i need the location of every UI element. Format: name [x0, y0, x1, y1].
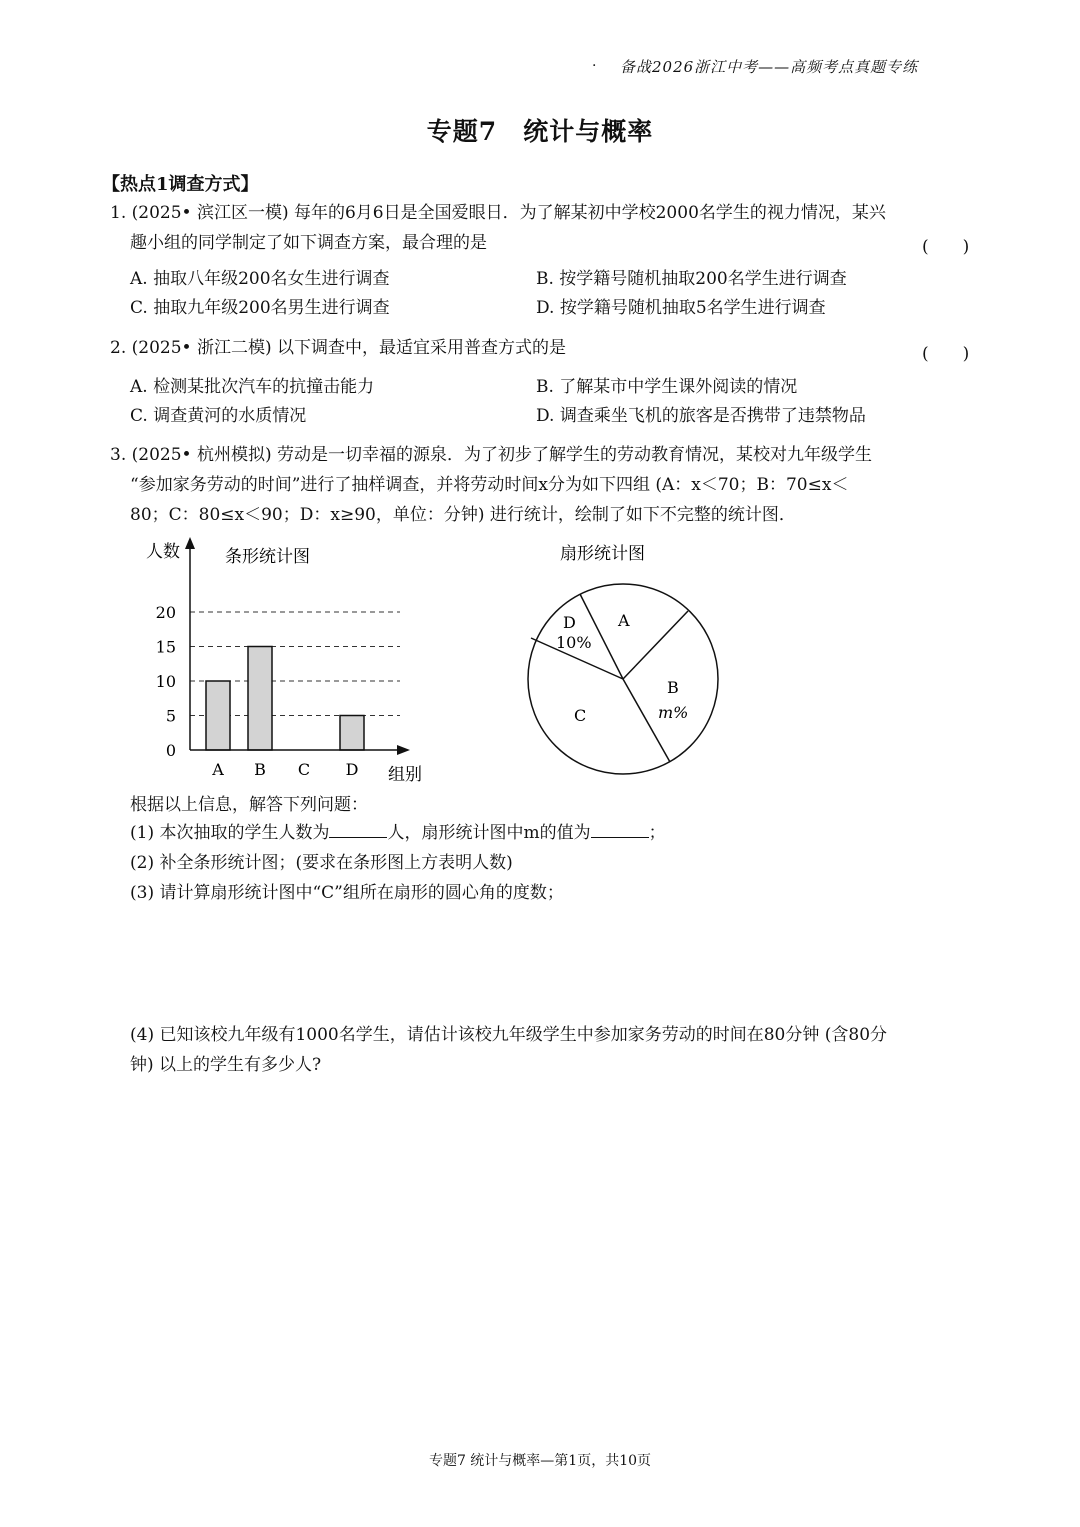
pie-divider-a-b — [623, 611, 688, 679]
q1-answer-paren: ( ) — [922, 237, 970, 257]
pie-slice-value-b: m% — [658, 703, 689, 722]
bar-ytick-label-0: 0 — [165, 741, 176, 760]
q3-intro: 根据以上信息，解答下列问题： — [130, 795, 368, 815]
q3-stem-line2: “参加家务劳动的时间”进行了抽样调查，并将劳动时间x分为如下四组 (A：x＜70；B：70≤x＜ — [130, 475, 849, 495]
bar-d — [340, 716, 364, 751]
q1-option-b: B. 按学籍号随机抽取200名学生进行调查 — [536, 269, 847, 289]
pie-slice-label-b: B — [667, 678, 679, 697]
q1-option-d: D. 按学籍号随机抽取5名学生进行调查 — [536, 298, 826, 318]
q3-sub1-blank-m[interactable] — [591, 819, 649, 838]
series-header: 备战2026浙江中考——高频考点真题专练 — [620, 58, 919, 76]
q3-sub1-text-c: ； — [648, 823, 666, 843]
q2-answer-paren: ( ) — [922, 344, 970, 364]
bar-xtick-label-a: A — [212, 760, 224, 779]
q3-stem-line1: 3. (2025• 杭州模拟) 劳动是一切幸福的源泉．为了初步了解学生的劳动教育情况，某校对九年级学生 — [110, 445, 872, 465]
q3-sub1-blank-count[interactable] — [329, 819, 387, 838]
q1-stem-line1: 1. (2025• 滨江区一模) 每年的6月6日是全国爱眼日．为了解某初中学校2000名学生的视力情况，某兴 — [110, 203, 886, 223]
q2-option-b: B. 了解某市中学生课外阅读的情况 — [536, 377, 798, 397]
bar-chart — [130, 535, 450, 790]
q1-option-c: C. 抽取九年级200名男生进行调查 — [130, 298, 390, 318]
bar-ytick-label-20: 20 — [155, 603, 176, 622]
q1-stem-line2: 趣小组的同学制定了如下调查方案，最合理的是 — [130, 233, 487, 253]
y-axis-arrow-icon — [185, 537, 195, 549]
bar-a — [206, 681, 230, 750]
q2-option-d: D. 调查乘坐飞机的旅客是否携带了违禁物品 — [536, 406, 866, 426]
bar-xtick-label-c: C — [297, 760, 311, 779]
q3-sub1-text-b: 人，扇形统计图中m的值为 — [387, 823, 591, 843]
bar-chart-ylabel: 人数 — [146, 542, 180, 562]
q3-sub4-line2: 钟) 以上的学生有多少人? — [130, 1055, 322, 1075]
q3-sub1 — [130, 818, 666, 848]
q3-stem-line3: 80；C：80≤x＜90；D：x≥90，单位：分钟) 进行统计，绘制了如下不完整的统计图． — [130, 505, 796, 525]
pie-slice-label-c: C — [574, 706, 587, 725]
bar-chart-title: 条形统计图 — [225, 547, 310, 567]
q2-stem: 2. (2025• 浙江二模) 以下调查中，最适宜采用普查方式的是 — [110, 338, 566, 358]
page-footer: 专题7 统计与概率—第1页，共10页 — [428, 1453, 652, 1469]
q3-sub2: (2) 补全条形统计图；(要求在条形图上方表明人数) — [130, 853, 513, 873]
pie-chart — [520, 535, 735, 785]
bar-chart-xlabel: 组别 — [388, 765, 422, 785]
page-title: 专题7 统计与概率 — [426, 117, 654, 146]
q2-option-a: A. 检测某批次汽车的抗撞击能力 — [130, 377, 375, 397]
header-dot: · — [592, 58, 597, 74]
bar-xtick-label-d: D — [345, 760, 359, 779]
q3-sub4-line1: (4) 已知该校九年级有1000名学生，请估计该校九年级学生中参加家务劳动的时间在80分钟 (含80分 — [130, 1025, 888, 1045]
bar-ytick-label-15: 15 — [155, 637, 176, 657]
q1-option-a: A. 抽取八年级200名女生进行调查 — [130, 269, 390, 289]
pie-slice-value-d: 10% — [556, 633, 592, 652]
bar-ytick-label-10: 10 — [155, 672, 176, 691]
section-heading: 【热点1调查方式】 — [102, 174, 259, 195]
bar-b — [248, 647, 272, 751]
pie-chart-title: 扇形统计图 — [560, 544, 645, 564]
q3-sub1-text-a: (1) 本次抽取的学生人数为 — [130, 823, 330, 843]
bar-xtick-label-b: B — [254, 760, 266, 779]
q3-sub3: (3) 请计算扇形统计图中“C”组所在扇形的圆心角的度数； — [130, 883, 564, 903]
bar-ytick-label-5: 5 — [165, 706, 176, 726]
x-axis-arrow-icon — [397, 745, 410, 755]
q2-option-c: C. 调查黄河的水质情况 — [130, 406, 307, 426]
pie-slice-label-d: D — [563, 613, 576, 632]
pie-slice-label-a: A — [618, 611, 630, 630]
